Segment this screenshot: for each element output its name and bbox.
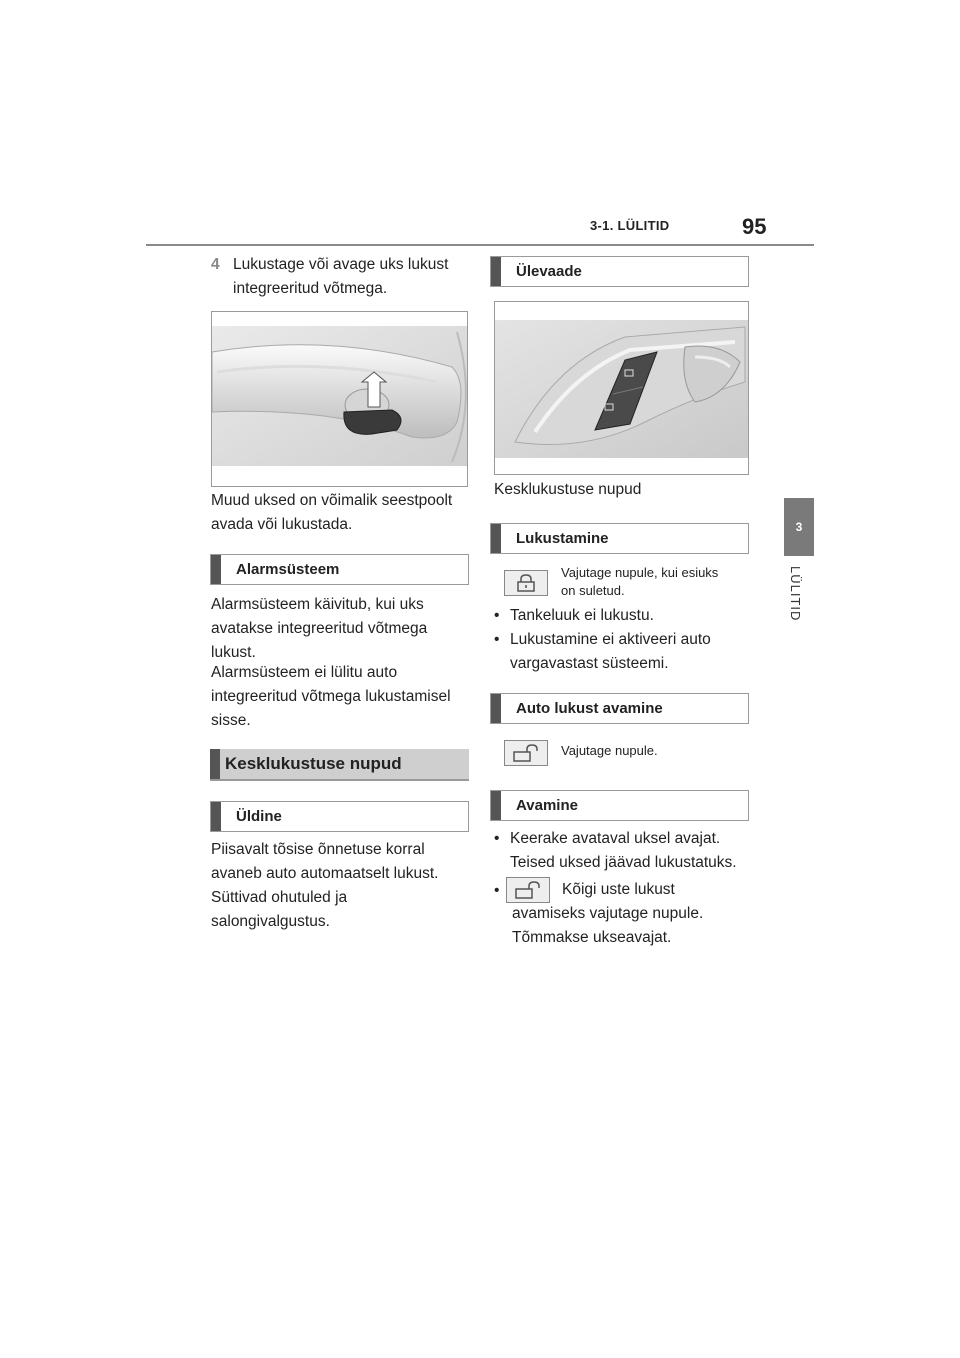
alarm-heading-text: Alarmsüsteem <box>236 561 340 578</box>
unlock-button-symbol <box>504 740 548 766</box>
step-4 <box>211 253 471 297</box>
locking-note-line: on suletud. <box>561 583 625 598</box>
general-heading <box>210 801 469 832</box>
alarm-paragraph-2 <box>211 661 471 733</box>
opening-b2-line3: Tõmmakse ukseavajat. <box>512 929 672 946</box>
heading-marker <box>491 791 501 820</box>
overview-heading <box>490 256 749 287</box>
list-item <box>492 827 757 875</box>
general-heading-text: Üldine <box>236 808 282 825</box>
general-paragraph <box>211 838 471 934</box>
image-caption <box>211 489 471 537</box>
section-heading <box>210 749 469 781</box>
unlock-note: Vajutage nupule. <box>561 743 658 758</box>
opening-heading-text: Avamine <box>516 797 578 814</box>
bullet-dot: • <box>494 882 500 899</box>
locking-note-line: Vajutage nupule, kui esiuks <box>561 565 719 580</box>
list-item: • Tankeluuk ei lukustu. <box>492 604 757 628</box>
list-item-line: • Keerake avataval uksel avajat. <box>510 830 721 847</box>
alarm-p1-line: lukust. <box>211 644 256 661</box>
alarm-p2-line: integreeritud võtmega lukustamisel <box>211 688 451 705</box>
alarm-p1-line: Alarmsüsteem käivitub, kui uks <box>211 596 424 613</box>
step-line2: integreeritud võtmega. <box>233 280 388 297</box>
heading-marker <box>491 257 501 286</box>
alarm-p2-line: sisse. <box>211 712 251 729</box>
locking-heading-text: Lukustamine <box>516 530 609 547</box>
opening-heading <box>490 790 749 821</box>
list-item-line: vargavastast süsteemi. <box>510 655 669 672</box>
general-line: salongivalgustus. <box>211 913 330 930</box>
locking-bullets <box>492 604 757 676</box>
locking-heading <box>490 523 749 554</box>
list-item-line: Teised uksed jäävad lukustatuks. <box>510 854 737 871</box>
header-rule <box>146 244 814 246</box>
step-number: 4 <box>211 256 220 273</box>
door-handle-image <box>211 311 468 487</box>
heading-marker <box>211 802 221 831</box>
opening-b2-line2: avamiseks vajutage nupule. <box>512 905 704 922</box>
heading-marker <box>211 555 221 584</box>
general-line: avaneb auto automaatselt lukust. <box>211 865 439 882</box>
list-item <box>492 628 757 676</box>
inline-unlock-symbol <box>506 877 550 903</box>
general-line: Piisavalt tõsise õnnetuse korral <box>211 841 425 858</box>
alarm-heading <box>210 554 469 585</box>
central-locking-buttons-image <box>494 301 749 475</box>
image-caption-line1: Muud uksed on võimalik seestpoolt <box>211 492 453 509</box>
alarm-paragraph-1 <box>211 593 471 665</box>
heading-marker <box>491 524 501 553</box>
lock-button-symbol <box>504 570 548 596</box>
step-line1: Lukustage või avage uks lukust <box>233 256 449 273</box>
page-number: 95 <box>742 214 767 239</box>
door-panel-illustration <box>495 302 749 475</box>
heading-marker <box>210 749 220 779</box>
alarm-p1-line: avatakse integreeritud võtmega <box>211 620 428 637</box>
header-section-title: 3-1. LÜLITID <box>590 218 670 233</box>
locking-note <box>561 564 751 600</box>
list-item-line: • Lukustamine ei aktiveeri auto <box>510 631 711 648</box>
alarm-p2-line: Alarmsüsteem ei lülitu auto <box>211 664 398 681</box>
opening-bullets <box>492 827 757 875</box>
opening-b2-line1: Kõigi uste lukust <box>562 881 675 898</box>
heading-marker <box>491 694 501 723</box>
chapter-tab: 3 <box>784 498 814 556</box>
unlock-heading <box>490 693 749 724</box>
lock-open-icon <box>511 744 541 762</box>
image-caption-line2: avada või lukustada. <box>211 516 353 533</box>
door-handle-illustration <box>212 312 468 487</box>
lock-open-icon <box>513 881 543 899</box>
unlock-heading-text: Auto lukust avamine <box>516 700 663 717</box>
general-line: Süttivad ohutuled ja <box>211 889 348 906</box>
overview-heading-text: Ülevaade <box>516 263 582 280</box>
chapter-label: LÜLITID <box>788 566 803 622</box>
section-heading-text: Kesklukustuse nupud <box>225 754 402 773</box>
lock-closed-icon <box>515 574 537 592</box>
overview-caption: Kesklukustuse nupud <box>494 481 642 498</box>
